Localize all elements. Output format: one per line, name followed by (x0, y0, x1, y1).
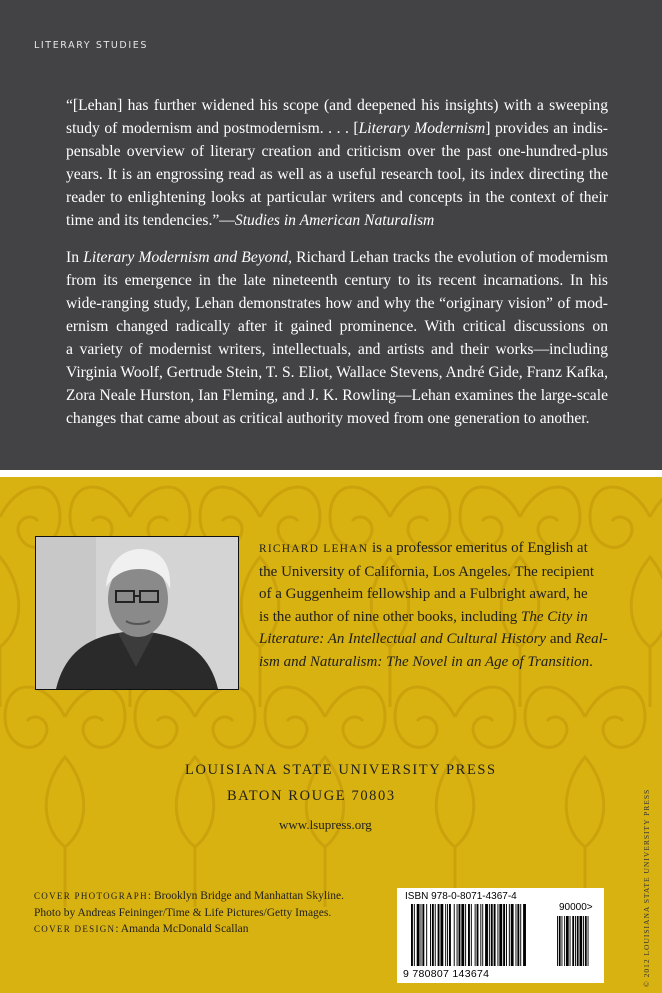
bio-line (259, 606, 619, 629)
barcode-bar (559, 916, 561, 966)
credit-value: : Amanda McDonald Scallan (115, 923, 249, 935)
barcode-bar (417, 904, 420, 966)
bio-book-title: The City in (521, 608, 588, 625)
quote-line (66, 117, 608, 140)
barcode-bar (575, 916, 576, 966)
divider-rule (0, 470, 662, 477)
barcode-bar (482, 904, 483, 966)
copyright-text: © 2012 LOUISIANA STATE UNIVERSITY PRESS (642, 788, 651, 987)
barcode-bar (438, 904, 440, 966)
barcode-bar (585, 916, 587, 966)
description-part: In (66, 249, 84, 266)
barcode-bar (449, 904, 451, 966)
barcode-bar (421, 904, 422, 966)
isbn-barcode (397, 888, 604, 983)
bio-part: is the author of nine other books, including (259, 608, 522, 625)
description-line: Zora Neale Hurston, Ian Fleming, and J. K. Rowling—Lehan examines the large-scale (66, 387, 608, 404)
barcode-bar (572, 916, 574, 966)
publisher-city: BATON ROUGE 70803 (227, 788, 396, 804)
bio-part: is a professor emeritus of English at (368, 540, 588, 556)
author-photo (35, 536, 239, 690)
description-line (66, 246, 608, 269)
barcode-bar (509, 904, 510, 966)
credit-line (34, 888, 394, 905)
barcode-bar (517, 904, 519, 966)
barcode-bar (489, 904, 490, 966)
barcode-bar (471, 904, 472, 966)
description-line: a variety of modernist writers, intellectuals, and artists and their works—including (66, 341, 608, 358)
quote-source: Studies in American Naturalism (234, 212, 435, 229)
credit-value: : Brooklyn Bridge and Manhattan Skyline. (147, 890, 345, 902)
description-book-title: Literary Modernism and Beyond, (83, 249, 292, 266)
description-line: changes that came about as critical authority moved from one generation to another. (66, 410, 590, 427)
barcode-bar (430, 904, 431, 966)
barcode-bar (511, 904, 514, 966)
book-description (66, 246, 608, 430)
barcode-bar (497, 904, 498, 966)
price-code: 90000> (559, 902, 593, 913)
barcode-bar (480, 904, 481, 966)
barcode-bar (557, 916, 558, 966)
bio-part: and (546, 631, 576, 647)
review-quote (66, 94, 608, 232)
barcode-bar (461, 904, 464, 966)
credit-label: COVER DESIGN (34, 924, 116, 934)
category-label: LITERARY STUDIES (34, 40, 148, 51)
barcode-bar (520, 904, 521, 966)
barcode-bar (411, 904, 413, 966)
barcode-bar (426, 904, 427, 966)
author-bio (259, 537, 619, 673)
publisher-name: LOUISIANA STATE UNIVERSITY PRESS (185, 762, 497, 778)
barcode-bar (570, 916, 571, 966)
barcode-bar (440, 904, 443, 966)
bio-line (259, 628, 619, 651)
barcode-bar (577, 916, 579, 966)
quote-line-part: study of modernism and postmodernism. . . . [ (66, 120, 359, 137)
description-line: from its emergence in the late nineteenth century to its recent incarnations. In his (66, 272, 608, 289)
quote-line-part: time and its tendencies.”— (66, 212, 235, 229)
quote-panel (0, 0, 662, 470)
barcode-bar (503, 904, 505, 966)
publisher-url[interactable]: www.lsupress.org (279, 817, 372, 832)
barcode-bar (499, 904, 502, 966)
author-panel (0, 477, 662, 993)
barcode-bar (485, 904, 488, 966)
description-part: Richard Lehan tracks the evolution of modernism (291, 249, 608, 266)
author-name: RICHARD LEHAN (259, 543, 369, 555)
barcode-bar (454, 904, 455, 966)
bio-book-title: Real- (575, 631, 608, 647)
barcode-bar (475, 904, 476, 966)
barcode-bar (566, 916, 569, 966)
copyright-spine (640, 747, 654, 987)
barcode-bar (494, 904, 496, 966)
barcode-digits: 9 780807 143674 (403, 968, 490, 980)
barcode-bar (506, 904, 507, 966)
quote-line: “[Lehan] has further widened his scope (and deepened his insights) with a sweeping (66, 97, 608, 114)
bio-line: of a Guggenheim fellowship and a Fulbright award, he (259, 586, 588, 602)
barcode-bar (445, 904, 446, 966)
barcode-bar (516, 904, 517, 966)
quote-book-title: Literary Modernism (358, 120, 486, 137)
credit-line: Photo by Andreas Feininger/Time & Life Pictures/Getty Images. (34, 906, 332, 919)
barcode-bar (422, 904, 424, 966)
barcode-bar (564, 916, 565, 966)
quote-line: years. It is an engrossing read as well as a useful research tool, its index directing the (66, 166, 608, 183)
barcode-bar (432, 904, 434, 966)
bio-book-title: Literature: An Intellectual and Cultural History (259, 631, 547, 647)
bio-line (259, 651, 619, 674)
barcode-bar (562, 916, 563, 966)
quote-line: reader to enlightening looks at particular writers and concepts in the context of their (66, 189, 608, 206)
bio-book-title: ism and Naturalism: The Novel in an Age of Transition (259, 653, 590, 670)
barcode-bar (580, 916, 583, 966)
barcode-bar (588, 916, 589, 966)
credit-label: COVER PHOTOGRAPH (34, 891, 148, 901)
bio-line (259, 537, 619, 561)
barcode-bar (583, 916, 584, 966)
barcode-bar (414, 904, 415, 966)
description-line: ernism changed radically after it gained prominence. With critical discussions on (66, 318, 608, 335)
description-line: wide-ranging study, Lehan demonstrates how and why the “originary vision” of mod- (66, 295, 608, 312)
cover-credits (34, 888, 394, 938)
quote-line (66, 209, 608, 232)
isbn-text: ISBN 978-0-8071-4367-4 (405, 891, 517, 902)
quote-line-part: ] provides an indis- (485, 120, 608, 137)
barcode-bar (523, 904, 526, 966)
barcode-bar (477, 904, 479, 966)
bio-line: the University of California, Los Angeles. The recipient (259, 563, 595, 580)
barcode-bar (459, 904, 461, 966)
barcode-bar (491, 904, 493, 966)
credit-line (34, 921, 394, 938)
barcode-bar (435, 904, 436, 966)
quote-line: pensable overview of literary creation and criticism over the past one-hundred-plus (66, 143, 608, 160)
barcode-bar (457, 904, 458, 966)
barcode-bar (468, 904, 470, 966)
barcode-bar (447, 904, 448, 966)
barcode-bar (465, 904, 466, 966)
description-line: Virginia Woolf, Gertrude Stein, T. S. Eliot, Wallace Stevens, André Gide, Franz Kafka, (66, 364, 608, 381)
bio-part: . (589, 653, 593, 670)
